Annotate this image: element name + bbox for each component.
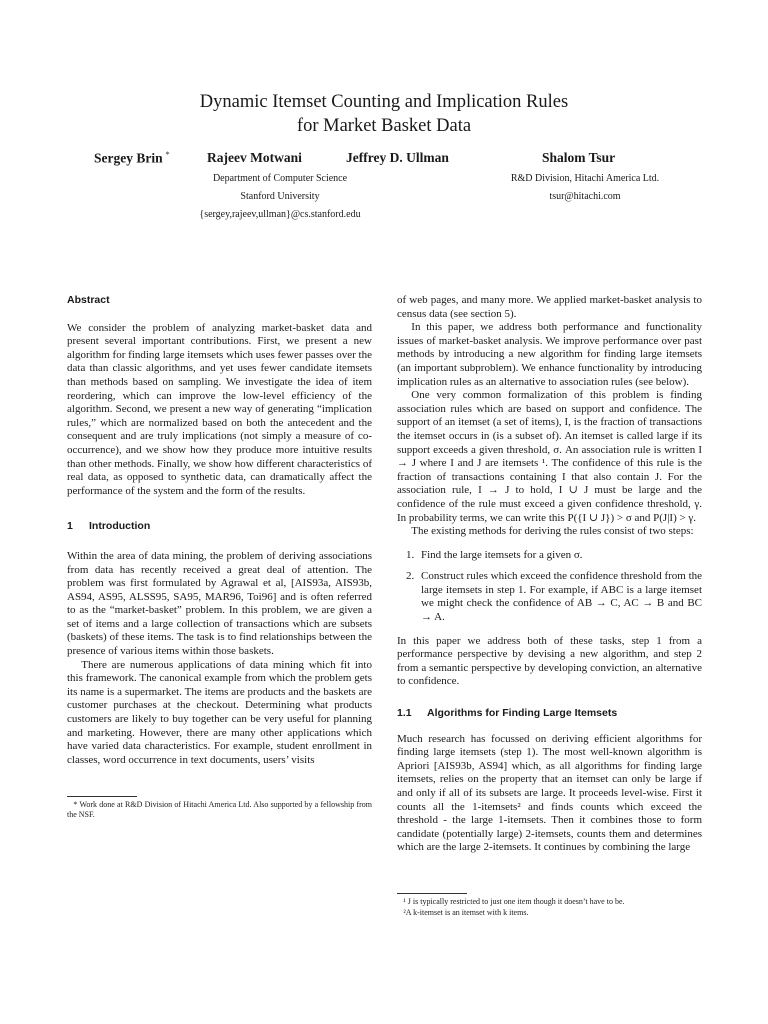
author-name: Shalom Tsur <box>542 150 616 165</box>
author-email: {sergey,rajeev,ullman}@cs.stanford.edu <box>199 209 361 220</box>
footnotes-left <box>67 796 372 821</box>
footnote: * Work done at R&D Division of Hitachi America Ltd. Also supported by a fellowship from the NSF. <box>67 800 372 819</box>
author-name: Rajeev Motwani <box>207 150 302 165</box>
body-paragraph: There are numerous applications of data mining which fit into this framework. The canonical example from which the problem gets its name is a supermarket. The items are products and the baskets are customer purchases at the checkout. Determining what products customers are likely to buy together can be very useful for planning and marketing. However, there are many other applications which have varied data characteristics. For example, student enrollment in classes, word occurrence in text documents, users’ visits <box>67 658 372 766</box>
footnote: ¹ J is typically restricted to just one item though it doesn’t have to be. <box>403 897 625 906</box>
body-paragraph: Within the area of data mining, the problem of deriving associations from data has recently received a great deal of attention. The problem was first formulated by Agrawal et al, [AIS93a, AIS93b, AS94, AS95, ALSS95, SA95, MAR96, Toi96] and is often referred to as the “market-basket” problem. In this problem, we are given a set of items and a large collection of transactions which are subsets (baskets) of these items. The task is to find relationships between the presence of various items within those baskets. <box>67 549 372 658</box>
footnote: ²A k-itemset is an itemset with k items. <box>403 908 529 917</box>
author-footnote-mark: * <box>165 150 170 159</box>
body-paragraph: The existing methods for deriving the rules consist of two steps: <box>411 525 694 538</box>
body-paragraph: One very common formalization of this problem is finding association rules which are based on support and confidence. The support of an itemset (a set of items), I, is the fraction of transactions the itemset occurs in (is a subset of). An itemset is called large if its support exceeds a given threshold, σ. An association rule is written I → J where I and J are itemsets ¹. The confidence of this rule is the fraction of transactions containing I that also contain J. For the association rule, I → J to hold, I ∪ J must be large and the confidence of the rule must exceed a given confidence threshold, γ. In probability terms, we can write this P({I ∪ J}) > σ and P(J|I) > γ. <box>397 389 702 524</box>
author-name: Sergey Brin * <box>94 150 170 166</box>
list-item: 2. Construct rules which exceed the confidence threshold from the large itemsets in step 1. For example, if ABC is a large itemset we might check the confidence of AB → C, AC → B and BC → A. <box>417 570 702 624</box>
author-email: tsur@hitachi.com <box>549 191 621 202</box>
body-paragraph: In this paper we address both of these tasks, step 1 from a performance perspective by devising a new algorithm, and step 2 from a semantic perspective by developing conviction, an alternative to confidence. <box>397 634 702 688</box>
footnote-rule <box>397 893 467 894</box>
abstract-text: We consider the problem of analyzing market-basket data and present several important contributions. First, we present a new algorithm for finding large itemsets which uses fewer passes over the data than classic algorithms, and yet uses fewer candidate itemsets than methods based on sampling. We investigate the idea of item reordering, which can improve the low-level efficiency of the algorithm. Second, we present a new way of generating “implication rules,” which are normalized based on both the antecedent and the consequent and are truly implications (not simply a measure of co-occurrence), and we show how they produce more intuitive results than other methods. Finally, we show how different characteristics of real data, as opposed to synthetic data, can dramatically affect the performance of the system and the form of the results. <box>67 321 372 497</box>
section-number: 1 <box>67 520 73 533</box>
footnote-rule <box>67 796 137 797</box>
affiliation-hitachi <box>485 170 685 206</box>
affiliation-line: Department of Computer Science <box>212 173 348 184</box>
title-line-1: Dynamic Itemset Counting and Implication Rules <box>199 92 569 112</box>
subsection-title: Algorithms for Finding Large Itemsets <box>427 707 618 720</box>
body-paragraph: In this paper, we address both performance and functionality issues of market-basket analysis. We improve performance over past methods by introducing a new algorithm for finding large itemsets (an important subproblem). We enhance functionality by introducing implication rules as an alternative to association rules (see below). <box>397 321 702 388</box>
left-column <box>67 294 372 767</box>
body-paragraph: of web pages, and many more. We applied market-basket analysis to census data (see section 5). <box>397 294 702 320</box>
footnotes-right <box>397 893 702 919</box>
abstract-heading: Abstract <box>67 294 110 306</box>
list-item: 1. Find the large itemsets for a given σ. <box>417 549 702 563</box>
author-block <box>0 150 768 230</box>
subsection-heading <box>397 707 702 721</box>
steps-list <box>397 549 702 625</box>
affiliation-line: R&D Division, Hitachi America Ltd. <box>510 173 660 184</box>
affiliation-line: Stanford University <box>240 191 320 202</box>
section-heading <box>67 520 372 534</box>
body-paragraph: Much research has focussed on deriving efficient algorithms for finding large itemsets (step 1). The most well-known algorithm is Apriori [AIS93b, AS94] which, as all algorithms for finding large itemsets, relies on the property that an itemset can only be large if and only if all of its subsets are large. It proceeds level-wise. First it counts all the 1-itemsets² and finds counts which exceed the threshold - the large 1-itemsets. Then it combines those to form candidate (potentially large) 2-itemsets, counts them and determines which are the large 2-itemsets. It continues by combining the large <box>397 732 702 854</box>
right-column <box>397 294 702 855</box>
paper-title <box>0 90 768 138</box>
title-line-2: for Market Basket Data <box>296 116 472 136</box>
subsection-number: 1.1 <box>397 707 412 720</box>
section-title: Introduction <box>89 520 151 533</box>
author-name: Jeffrey D. Ullman <box>346 150 449 165</box>
affiliation-stanford <box>190 170 370 224</box>
